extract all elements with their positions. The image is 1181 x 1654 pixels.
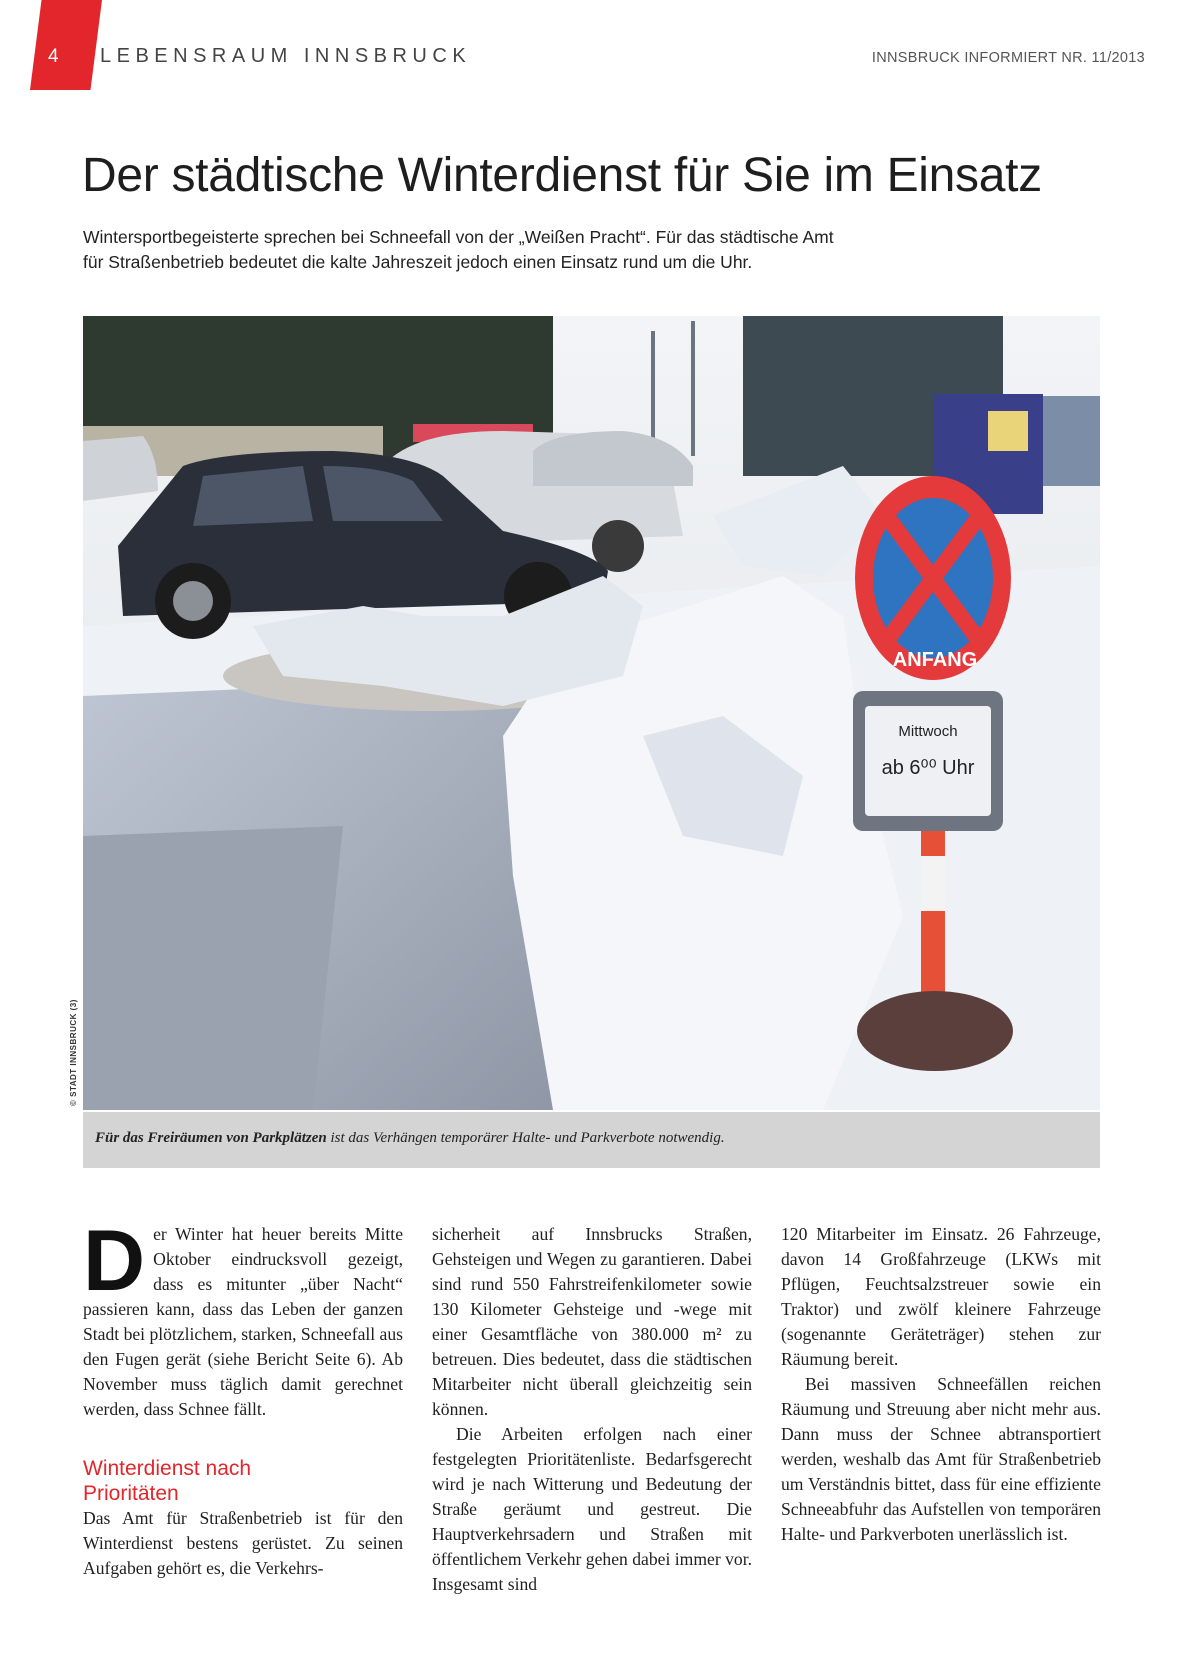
article-title: Der städtische Winterdienst für Sie im Einsatz [82, 149, 1042, 202]
caption-bold: Für das Freiräumen von Parkplätzen [95, 1130, 327, 1146]
sign-text-anfang: ANFANG [892, 649, 978, 671]
sign-plate-line-1: Mittwoch [898, 723, 958, 740]
issue-info: INNSBRUCK INFORMIERT NR. 11/2013 [871, 50, 1145, 66]
paragraph-1 [83, 1213, 404, 1422]
sign-plate-line-2: ab 6⁰⁰ Uhr [881, 757, 975, 779]
subheading-line-2: Prioritäten [83, 1482, 179, 1505]
page-number: 4 [48, 46, 59, 67]
paragraph-4: Die Arbeiten erfolgen nach einer festgelegten Prioritätenliste. Bedarfsgerecht wird je nach Witterung und Bedeutung der Straße geräumt und gestreut. Die Hauptverkehrsadern und Straßen mit öffentlichem Verkehr gehen dabei immer vor. Insgesamt sind [432, 1424, 752, 1594]
page-number-tab [30, 0, 102, 90]
article-column-1 [83, 1213, 404, 1581]
caption-text: ist das Verhängen temporärer Halte- und Parkverbote notwendig. [326, 1130, 725, 1146]
paragraph-5: 120 Mitarbeiter im Einsatz. 26 Fahrzeuge, davon 14 Großfahrzeuge (LKWs mit Pflügen, Feuchtsalzstreuer sowie ein Traktor) und zwölf kleinere Fahrzeuge (sogenannte Geräteträger) stehen zur Räumung bereit. [781, 1224, 1101, 1369]
article-column-2 [432, 1222, 752, 1597]
paragraph-3: sicherheit auf Innsbrucks Straßen, Gehsteigen und Wegen zu garantieren. Dabei sind rund 550 Fahrstreifenkilometer sowie 130 Kilometer Gehsteige und -wege mit einer Gesamtfläche von 380.000 m² zu betreuen. Dies bedeutet, dass die städtischen Mitarbeiter nicht überall gleichzeitig sein können. [432, 1224, 752, 1419]
subheading-line-1: Winterdienst nach [83, 1457, 252, 1480]
photo-credit: © STADT INNSBRUCK (3) [69, 999, 78, 1106]
sign-base [857, 991, 1013, 1071]
winter-street-illustration [83, 316, 1100, 1110]
paragraph-2: Das Amt für Straßenbetrieb ist für den Winterdienst bestens gerüstet. Zu seinen Aufgaben gehört es, die Verkehrs- [83, 1508, 403, 1578]
lead-line-1: Wintersportbegeisterte sprechen bei Schneefall von der „Weißen Pracht“. Für das städtische Amt [83, 227, 834, 247]
paragraph-1-text: er Winter hat heuer bereits Mitte Oktober eindrucksvoll gezeigt, dass es mitunter „über Nacht“ passieren kann, dass das Leben der ganzen Stadt bei plötzlichem, starken, Schneefall aus den Fugen gerät (siehe Bericht Seite 6). Ab November muss täglich damit gerechnet werden, dass Schnee fällt. [83, 1224, 404, 1419]
photo-caption [83, 1112, 1100, 1168]
article-lead [83, 225, 903, 275]
article-photo [83, 316, 1100, 1110]
paragraph-6: Bei massiven Schneefällen reichen Räumung und Streuung aber nicht mehr aus. Dann muss der Schnee abtransportiert werden, weshalb das Amt für Straßenbetrieb um Verständnis bittet, dass für eine effiziente Schneeabfuhr das Aufstellen von temporären Halte- und Parkverboten unerlässlich ist. [781, 1374, 1101, 1544]
section-title: LEBENSRAUM INNSBRUCK [100, 45, 472, 67]
article-column-3 [781, 1222, 1101, 1547]
subheading [83, 1456, 403, 1506]
lead-line-2: für Straßenbetrieb bedeutet die kalte Jahreszeit jedoch einen Einsatz rund um die Uhr. [83, 252, 753, 272]
drop-cap: D [83, 1213, 146, 1309]
